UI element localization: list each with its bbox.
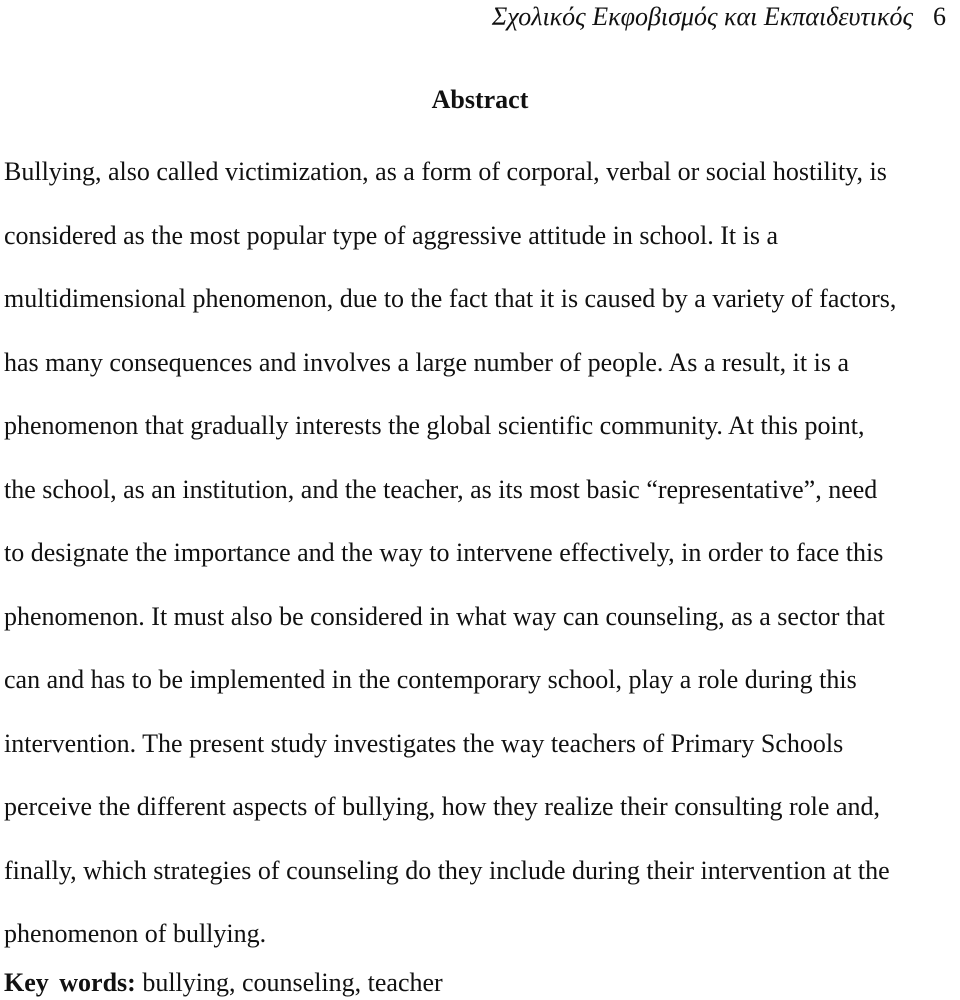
abstract-line: considered as the most popular type of aggressive attitude in school. It is a bbox=[4, 220, 779, 250]
keywords-label: Key words: bbox=[4, 968, 136, 997]
abstract-line: Bullying, also called victimization, as a form of corporal, verbal or social hostility, is bbox=[4, 157, 887, 186]
abstract-line: can and has to be implemented in the contemporary school, play a role during this bbox=[4, 665, 857, 694]
abstract-body bbox=[4, 140, 960, 966]
running-header bbox=[492, 0, 946, 34]
abstract-line: the school, as an institution, and the teacher, as its most basic “representative”, need bbox=[4, 474, 878, 504]
abstract-line: intervention. The present study investigates the way teachers of Primary Schools bbox=[4, 728, 844, 758]
running-title: Σχολικός Εκφοβισμός και Εκπαιδευτικός bbox=[491, 2, 913, 31]
keywords-value: bullying, counseling, teacher bbox=[142, 968, 443, 997]
abstract-line: to designate the importance and the way to intervene effectively, in order to face this bbox=[4, 538, 884, 567]
abstract-line: phenomenon. It must also be considered in what way can counseling, as a sector that bbox=[4, 601, 885, 631]
abstract-heading: Abstract bbox=[431, 85, 529, 114]
keywords bbox=[4, 966, 443, 1000]
abstract-line: multidimensional phenomenon, due to the fact that it is caused by a variety of factors, bbox=[4, 284, 897, 313]
page-number: 6 bbox=[933, 2, 946, 31]
abstract-line: phenomenon of bullying. bbox=[4, 919, 267, 948]
abstract-line: finally, which strategies of counseling do they include during their intervention at the bbox=[4, 855, 890, 885]
abstract-line: has many consequences and involves a large number of people. As a result, it is a bbox=[4, 347, 850, 377]
abstract-line: phenomenon that gradually interests the global scientific community. At this point, bbox=[4, 411, 865, 440]
abstract-line: perceive the different aspects of bullying, how they realize their consulting role and, bbox=[4, 792, 880, 821]
